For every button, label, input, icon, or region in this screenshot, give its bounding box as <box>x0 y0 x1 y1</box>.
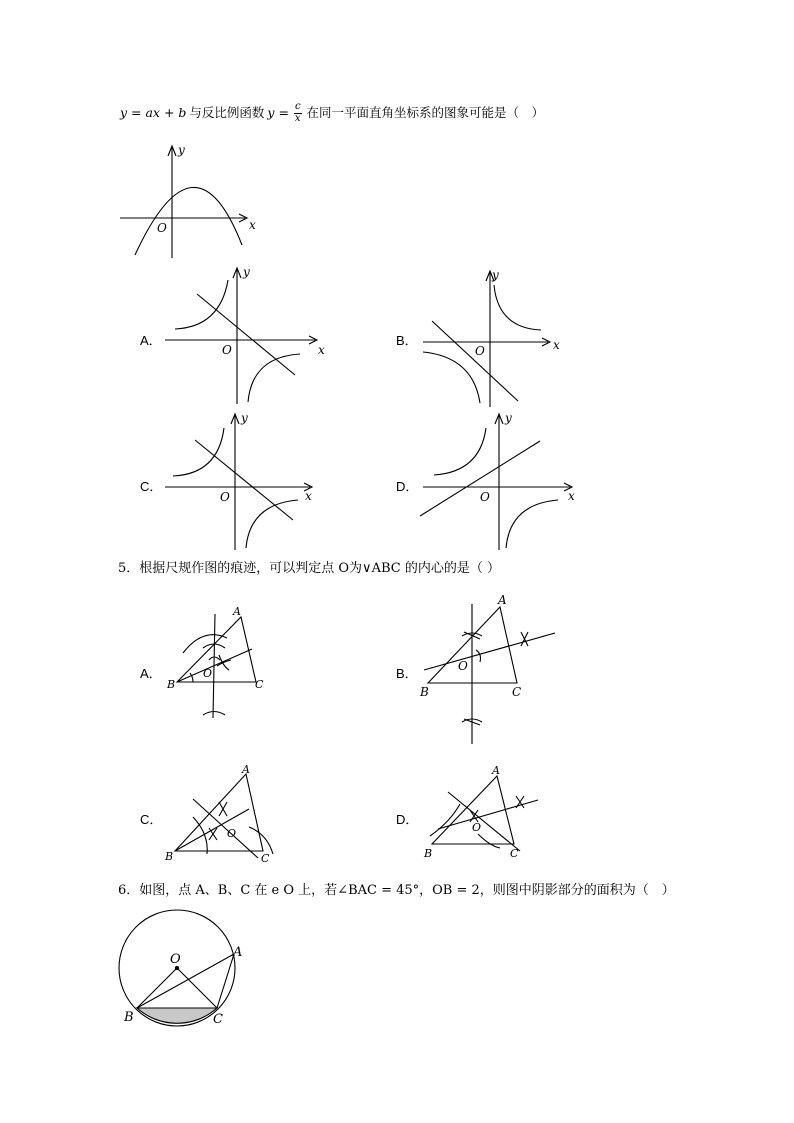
hyperbola-branch-lower-right <box>248 354 300 402</box>
linear-line <box>432 321 518 401</box>
y-label: y <box>243 265 250 279</box>
cross-mark-right <box>516 796 524 808</box>
cross-mark-right <box>521 632 528 646</box>
fraction-numerator: c <box>294 101 301 112</box>
construction-arc-right <box>478 834 500 848</box>
hyperbola-branch-lower-right <box>506 500 558 548</box>
angle-bisector-c <box>193 799 258 858</box>
radius-ob <box>137 968 177 1008</box>
vertex-a-label: A <box>242 763 250 776</box>
cross-mark <box>217 655 231 670</box>
point-o-label: O <box>170 952 181 967</box>
point-o-label: O <box>472 821 482 834</box>
y-label: y <box>492 268 499 282</box>
option-c-label: C． <box>140 479 163 494</box>
inverse-equation-lhs: y = <box>267 104 289 120</box>
point-o-label: O <box>203 667 213 680</box>
q6-circle-figure <box>112 920 262 1030</box>
vertex-c-label: C <box>510 847 519 860</box>
hyperbola-branch-lower-right <box>246 500 298 548</box>
vertex-c-label: C <box>512 685 522 699</box>
given-parabola-graph <box>115 140 265 260</box>
vertex-a-label: A <box>233 605 241 618</box>
option-b-graph <box>418 265 578 410</box>
y-label: y <box>241 411 248 425</box>
hyperbola-branch-upper-left <box>175 280 228 329</box>
q5-option-b-figure <box>418 592 563 747</box>
angle-bisector-b <box>175 809 249 851</box>
origin-label: O <box>222 343 232 357</box>
hyperbola-branch-upper-left <box>173 428 224 476</box>
vertex-b-label: B <box>420 685 429 699</box>
x-label: x <box>318 343 325 357</box>
q5-option-d-figure <box>420 764 545 864</box>
triangle-abc <box>177 617 256 682</box>
option-b-label: B． <box>396 333 418 348</box>
vertex-c-label: C <box>261 852 270 865</box>
q5-option-b-label: B． <box>396 666 418 681</box>
angle-bisector-c <box>448 792 520 851</box>
parabola-curve <box>135 187 242 255</box>
question-6-stem: 6．如图，点 A、B、C 在 e O 上，若∠BAC = 45°，OB = 2，则图中阴影部分的面积为（ ） <box>118 883 675 898</box>
x-label: x <box>553 338 560 352</box>
hyperbola-branch-lower-left <box>423 352 480 403</box>
question-4-stem <box>120 102 544 124</box>
question-5-stem: 5．根据尺规作图的痕迹，可以判定点 O为∨ABC 的内心的是（ ） <box>118 561 500 576</box>
option-a-label: A． <box>140 333 162 348</box>
connector-text: 与反比例函数 <box>189 104 265 120</box>
y-label: y <box>505 411 512 425</box>
origin-label: O <box>475 344 485 358</box>
q5-option-d-label: D． <box>396 812 419 827</box>
x-label: x <box>568 489 575 503</box>
point-o-label: O <box>458 659 468 673</box>
x-label: x <box>305 489 312 503</box>
fraction-denominator: x <box>294 112 301 124</box>
q5-option-c-figure <box>163 762 283 867</box>
hyperbola-branch-upper-right <box>494 285 541 330</box>
option-c-graph <box>160 408 330 553</box>
option-d-label: D． <box>396 479 419 494</box>
vertex-a-label: A <box>492 764 500 777</box>
vertex-b-label: B <box>424 847 433 860</box>
vertex-b-label: B <box>165 850 174 863</box>
arc-mark-bottom <box>203 712 225 716</box>
vertex-c-label: C <box>255 678 264 691</box>
origin-label: O <box>480 490 490 504</box>
linear-line <box>420 441 540 516</box>
point-c-label: C <box>213 1012 223 1027</box>
line-equation: y = ax + b <box>120 104 187 120</box>
bisector-line <box>424 633 555 670</box>
shaded-segment <box>137 1008 217 1023</box>
construction-arc-left <box>193 817 207 854</box>
hyperbola-branch-upper-left <box>434 428 486 475</box>
q5-option-a-label: A． <box>140 666 162 681</box>
linear-line <box>197 294 295 375</box>
y-label: y <box>178 143 185 157</box>
linear-line <box>195 440 293 520</box>
option-d-graph <box>418 408 588 553</box>
q5-option-a-figure <box>165 600 275 725</box>
x-label: x <box>249 218 256 232</box>
point-a-label: A <box>233 945 243 960</box>
q5-option-c-label: C． <box>140 812 163 827</box>
triangle-abc <box>175 774 263 851</box>
point-b-label: B <box>124 1010 134 1025</box>
vertex-b-label: B <box>167 678 176 691</box>
angle-arc <box>190 673 193 682</box>
option-a-graph <box>160 262 330 407</box>
point-o-label: O <box>227 827 237 840</box>
arc-mark-mid <box>476 650 481 662</box>
fraction-c-over-x <box>294 102 302 124</box>
cross-mark-top <box>219 802 227 816</box>
origin-label: O <box>220 490 230 504</box>
vertex-a-label: A <box>498 593 507 607</box>
question-4-tail: 在同一平面直角坐标系的图象可能是（ ） <box>306 104 545 120</box>
origin-label: O <box>157 221 167 235</box>
